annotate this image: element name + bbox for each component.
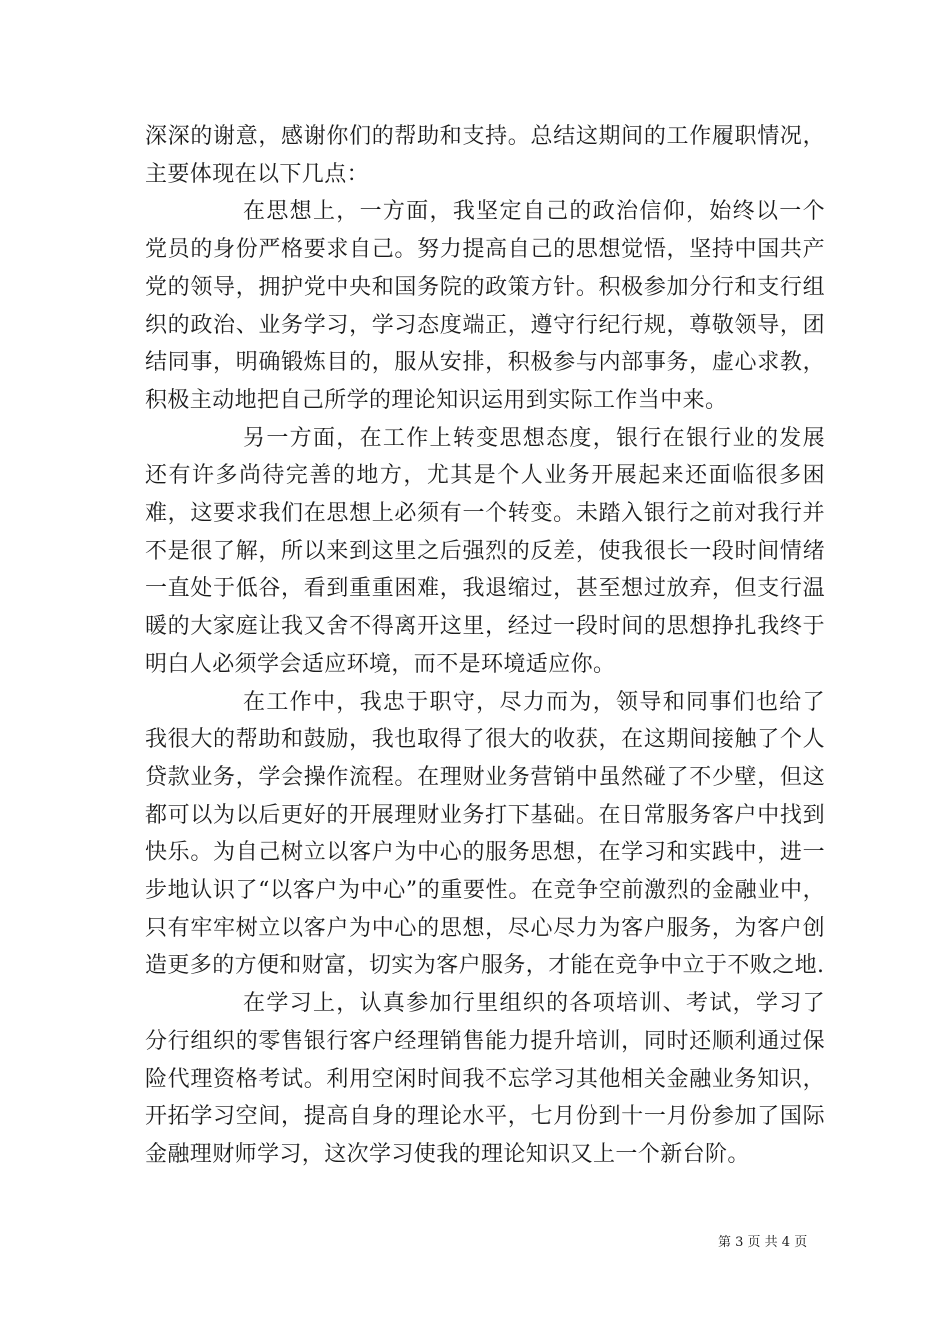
page-number-footer: 第 3 页 共 4 页	[718, 1235, 808, 1250]
paragraph-3: 另一方面，在工作上转变思想态度，银行在银行业的发展还有许多尚待完善的地方，尤其是个人业务开展起来还面临很多困难，这要求我们在思想上必须有一个转变。未踏入银行之前对我行并不是很了解，所以来到这里之后强烈的反差，使我很长一段时间情绪一直处于低谷，看到重重困难，我退缩过，甚至想过放弃，但支行温暖的大家庭让我又舍不得离开这里，经过一段时间的思想挣扎我终于明白人必须学会适应环境，而不是环境适应你。	[145, 425, 825, 677]
paragraph-5: 在学习上，认真参加行里组织的各项培训、考试，学习了分行组织的零售银行客户经理销售能力提升培训，同时还顺利通过保险代理资格考试。利用空闲时间我不忘学习其他相关金融业务知识，开拓学习空间，提高自身的理论水平，七月份到十一月份参加了国际金融理财师学习，这次学习使我的理论知识又上一个新台阶。	[145, 991, 825, 1167]
paragraph-4: 在工作中，我忠于职守，尽力而为，领导和同事们也给了我很大的帮助和鼓励，我也取得了很大的收获，在这期间接触了个人贷款业务，学会操作流程。在理财业务营销中虽然碰了不少壁，但这都可以为以后更好的开展理财业务打下基础。在日常服务客户中找到快乐。为自己树立以客户为中心的服务思想，在学习和实践中，进一步地认识了“以客户为中心”的重要性。在竞争空前激烈的金融业中，只有牢牢树立以客户为中心的思想，尽心尽力为客户服务，为客户创造更多的方便和财富，切实为客户服务，才能在竞争中立于不败之地.	[145, 689, 825, 979]
document-body	[145, 118, 825, 1174]
paragraph-1: 深深的谢意，感谢你们的帮助和支持。总结这期间的工作履职情况，主要体现在以下几点：	[145, 124, 825, 187]
paragraph-2: 在思想上，一方面，我坚定自己的政治信仰，始终以一个党员的身份严格要求自己。努力提高自己的思想觉悟，坚持中国共产党的领导，拥护党中央和国务院的政策方针。积极参加分行和支行组织的政治、业务学习，学习态度端正，遵守行纪行规，尊敬领导，团结同事，明确锻炼目的，服从安排，积极参与内部事务，虚心求教，积极主动地把自己所学的理论知识运用到实际工作当中来。	[145, 199, 825, 413]
